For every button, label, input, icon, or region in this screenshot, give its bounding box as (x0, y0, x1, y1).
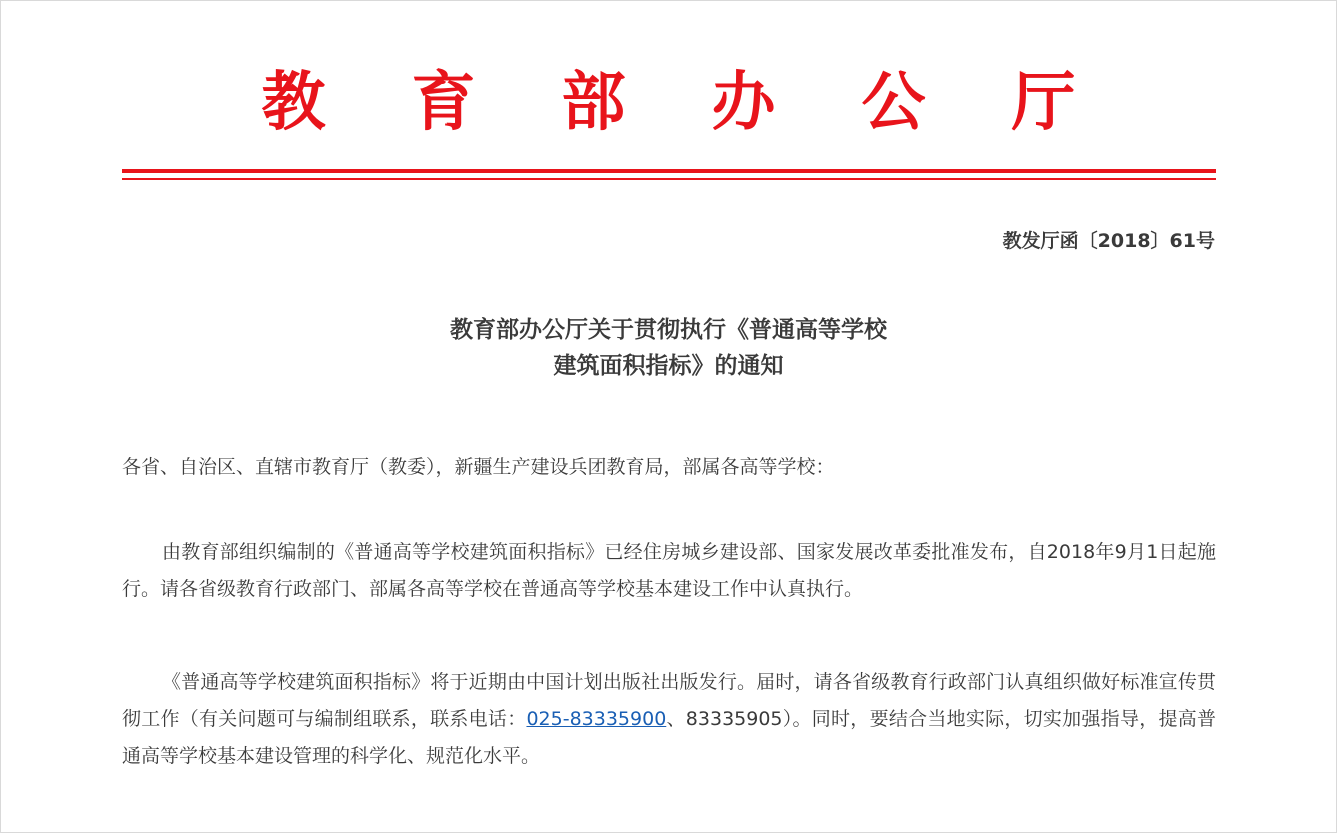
issuer-header-char: 教 (261, 65, 326, 140)
document-title (0, 312, 1337, 384)
paragraph-2-text-before-link: 《普通高等学校建筑面积指标》将于近期由中国计划出版社出版发行。届时，请各省级教育行政部门认真组织做好标准宣传贯彻工作（有关问题可与编制组联系，联系电话： (122, 671, 1216, 730)
issuer-header-char: 育 (411, 65, 476, 140)
header-divider-thick (122, 169, 1216, 173)
issuer-header (0, 58, 1337, 148)
header-divider-thin (122, 178, 1216, 180)
document-title-line-1: 教育部办公厅关于贯彻执行《普通高等学校 (450, 317, 887, 343)
issuer-header-char: 部 (561, 65, 626, 140)
paragraph-2-text-after-link: 、83335905）。同时，要结合当地实际，切实加强指导，提高普通高等学校基本建设管理的科学化、规范化水平。 (122, 708, 1216, 767)
body-paragraph-1: 由教育部组织编制的《普通高等学校建筑面积指标》已经住房城乡建设部、国家发展改革委批准发布，自2018年9月1日起施行。请各省级教育行政部门、部属各高等学校在普通高等学校基本建设工作中认真执行。 (122, 541, 1216, 600)
body-paragraph-2 (122, 664, 1216, 775)
salutation: 各省、自治区、直辖市教育厅（教委），新疆生产建设兵团教育局，部属各高等学校： (122, 456, 835, 478)
issuer-header-char: 办 (711, 65, 776, 140)
phone-number-link[interactable]: 025-83335900 (526, 708, 667, 730)
issuer-header-char: 厅 (1011, 65, 1076, 140)
document-title-line-2: 建筑面积指标》的通知 (553, 353, 784, 379)
issuer-header-char: 公 (861, 65, 926, 140)
document-number: 教发厅函〔2018〕61号 (1002, 230, 1215, 252)
